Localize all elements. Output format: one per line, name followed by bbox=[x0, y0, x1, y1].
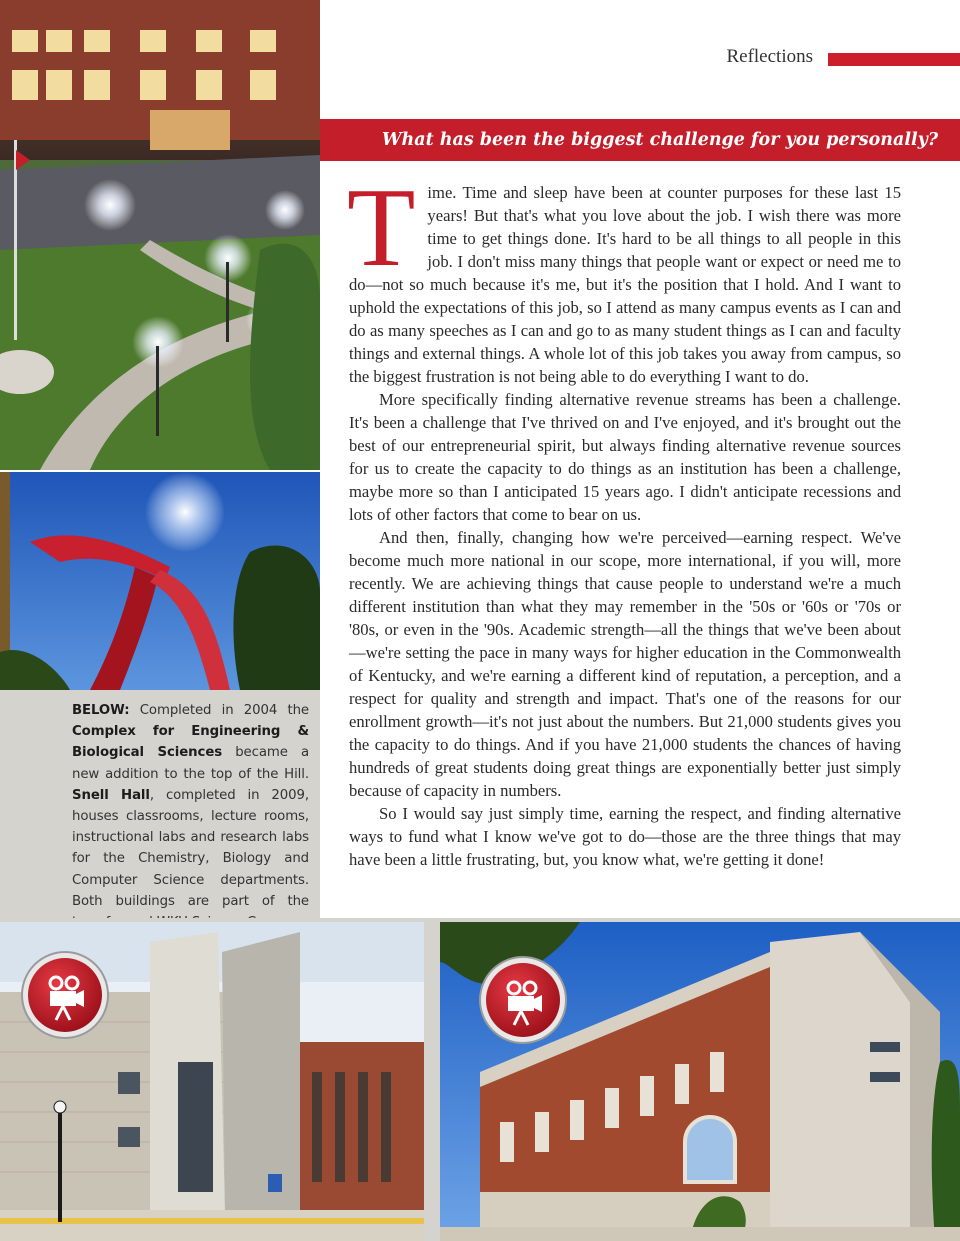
caption-text-2: became a new addition to the top of the Hill. bbox=[72, 745, 309, 782]
article-paragraph-1-text: ime. Time and sleep have been at counter purposes for these last 15 years! But that's what you love about the job. I wish there was more time to get things done. It's hard to be all things to all people in this job. I don't miss many things that people want or expect or need me to do—not so much because it's me, but it's the position that I hold. And I want to uphold the expectations of this job, so I attend as many campus events as I can and do as many speeches as I can and go to as many student things as I can and faculty things and external things. A whole lot of this job takes you away from campus, so the biggest frustration is not being able to do everything I want to do. bbox=[349, 183, 901, 386]
section-color-bar bbox=[828, 53, 960, 66]
photo-caption bbox=[72, 700, 309, 933]
drop-cap: T bbox=[347, 166, 416, 290]
video-camera-icon[interactable] bbox=[478, 955, 568, 1045]
article-body bbox=[347, 166, 901, 871]
caption-building-2: Snell Hall bbox=[72, 787, 150, 803]
sculpture-photo bbox=[0, 472, 320, 690]
article-paragraph-3: And then, finally, changing how we're perceived—earning respect. We've become much more national in our scope, more international, if you will, more recently. We are achieving things that cause people to understand we're a much different institution than what they may remember in the '50s or '60s or '70s or '80s, or even in the '90s. Academic strength—all the things that we've been about—we're setting the pace in many ways for higher education in the Commonwealth of Kentucky, and we're earning a different kind of reputation, a perception, and a respect for quality and strength and impact. That's one of the reasons for our enrollment growth—it's not just about the numbers. But 21,000 students gives you the capacity to do things. And if you have 21,000 students the chances of having hundreds of great students doing great things are exponentially better just simply because of capacity in numbers. bbox=[349, 528, 901, 800]
section-title: Reflections bbox=[726, 46, 813, 67]
caption-text-1: Completed in 2004 the bbox=[129, 703, 309, 718]
article-paragraph-1 bbox=[347, 166, 901, 388]
article-paragraph-4: So I would say just simply time, earning the respect, and finding alternative ways to fund what I know we've got to do—those are the three things that may have been a little frustrating, but, you know what, we're getting it done! bbox=[349, 804, 901, 869]
caption-building-1: Complex for Engineering & Biological Sciences bbox=[72, 724, 309, 761]
video-camera-icon[interactable] bbox=[20, 950, 110, 1040]
caption-label: BELOW: bbox=[72, 703, 130, 718]
question-heading: What has been the biggest challenge for you personally? bbox=[320, 119, 960, 161]
caption-text-3: , completed in 2009, houses classrooms, lecture rooms, instructional labs and research labs for the Chemistry, Biology and Computer Science departments. Both buildings are part of the bbox=[72, 787, 309, 909]
article-paragraph-2: More specifically finding alternative revenue streams has been a challenge. It's been a challenge that I've thrived on and I've enjoyed, and it's brought out the best of our entrepreneurial spirit, but always finding alternative revenue sources for us to create the capacity to do things as an institution has been a challenge, maybe more so than I anticipated 15 years ago. I didn't anticipate recessions and lots of other factors that come to bear on us. bbox=[349, 390, 901, 524]
campus-night-photo bbox=[0, 0, 320, 470]
